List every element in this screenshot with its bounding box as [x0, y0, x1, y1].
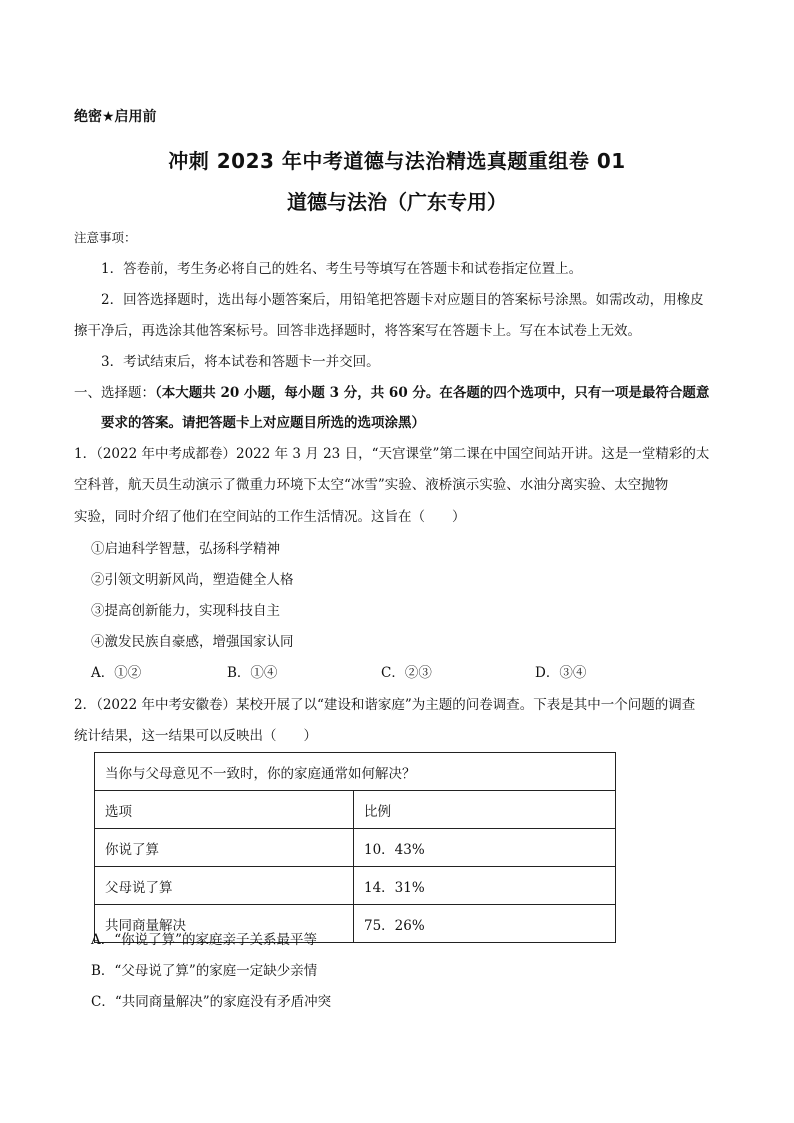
table-row [95, 829, 616, 867]
survey-table [94, 752, 616, 943]
section-label: 一、选择题： [74, 385, 155, 401]
page-subtitle: 道德与法治（广东专用） [287, 190, 507, 214]
table-question: 当你与父母意见不一致时，你的家庭通常如何解决？ [95, 753, 616, 791]
note-item: 2．回答选择题时，选出每小题答案后，用铅笔把答题卡对应题目的答案标号涂黑。如需改动，用橡皮 [101, 292, 704, 308]
section-instruction: （本大题共 20 小题，每小题 3 分，共 60 分。在各题的四个选项中，只有一项是最符合题意 [155, 385, 710, 401]
section-instruction-cont: 要求的答案。请把答题卡上对应题目所选的选项涂黑） [101, 415, 425, 431]
q2-stem: 统计结果，这一结果可以反映出（ ） [74, 728, 317, 744]
q1-option-a: A．①② [91, 665, 142, 681]
table-cell: 14．31% [354, 867, 616, 905]
page-title: 冲刺 2023 年中考道德与法治精选真题重组卷 01 [168, 149, 626, 173]
q2-option-c: C．“共同商量解决”的家庭没有矛盾冲突 [91, 994, 332, 1010]
secret-label: 绝密★启用前 [74, 109, 157, 125]
note-item: 3．考试结束后，将本试卷和答题卡一并交回。 [101, 354, 380, 370]
section-heading [74, 383, 709, 403]
table-cell: 共同商量解决 [95, 905, 354, 943]
table-cell: 10．43% [354, 829, 616, 867]
table-cell: 父母说了算 [95, 867, 354, 905]
table-cell: 75．26% [354, 905, 616, 943]
table-header-cell: 选项 [95, 791, 354, 829]
q1-stem: 1．（2022 年中考成都卷）2022 年 3 月 23 日，“天宫课堂”第二课在中国空间站开讲。这是一堂精彩的太 [74, 446, 710, 462]
q1-statement: ②引领文明新风尚，塑造健全人格 [91, 572, 294, 588]
q1-option-b: B．①④ [227, 665, 278, 681]
q1-statement: ④激发民族自豪感，增强国家认同 [91, 634, 294, 650]
q2-option-a: A．“你说了算”的家庭亲子关系最平等 [91, 932, 318, 948]
table-header-cell: 比例 [354, 791, 616, 829]
q1-statement: ①启迪科学智慧，弘扬科学精神 [91, 541, 280, 557]
table-row [95, 753, 616, 791]
q2-stem: 2．（2022 年中考安徽卷）某校开展了以“建设和谐家庭”为主题的问卷调查。下表是其中一个问题的调查 [74, 697, 696, 713]
q1-stem: 空科普，航天员生动演示了微重力环境下太空“冰雪”实验、液桥演示实验、水油分离实验、太空抛物 [74, 477, 669, 493]
q2-option-b: B．“父母说了算”的家庭一定缺少亲情 [91, 963, 318, 979]
note-item: 擦干净后，再选涂其他答案标号。回答非选择题时，将答案写在答题卡上。写在本试卷上无效。 [74, 323, 641, 339]
notes-heading: 注意事项： [74, 230, 137, 245]
note-item: 1．答卷前，考生务必将自己的姓名、考生号等填写在答题卡和试卷指定位置上。 [101, 261, 583, 277]
q1-option-c: C．②③ [381, 665, 432, 681]
table-cell: 你说了算 [95, 829, 354, 867]
q1-stem: 实验，同时介绍了他们在空间站的工作生活情况。这旨在（ ） [74, 509, 466, 525]
table-row [95, 867, 616, 905]
table-row [95, 791, 616, 829]
q1-option-d: D．③④ [535, 665, 587, 681]
q1-statement: ③提高创新能力，实现科技自主 [91, 603, 280, 619]
